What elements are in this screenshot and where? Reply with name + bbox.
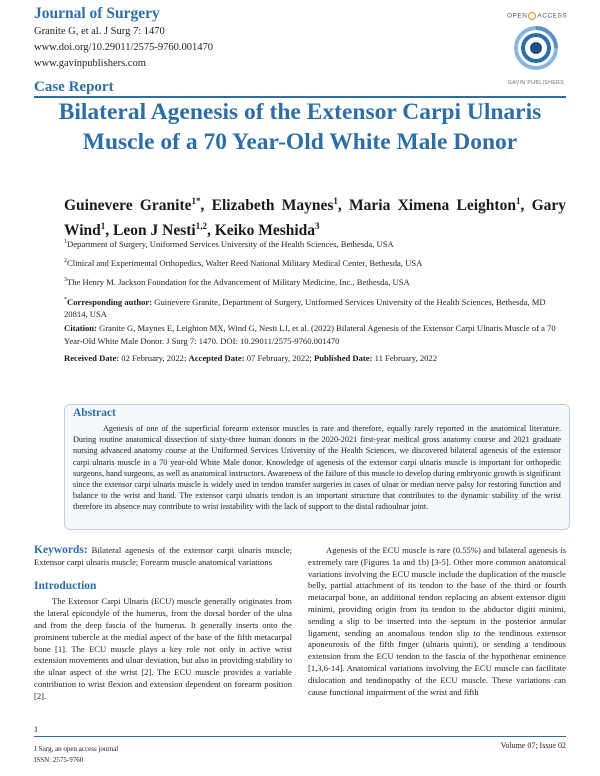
author-sup: 1 [515,196,521,206]
accepted-label: Accepted Date: [188,353,245,363]
corresponding-author [64,294,566,321]
author-name: Leon J Nesti [113,222,196,240]
author-sep: , [105,222,114,240]
publisher-logo-text: GAVIN PUBLISHERS [507,80,565,86]
affiliation [64,239,394,249]
corresponding-label: Corresponding author: [67,296,153,307]
author-sep: , [337,197,350,215]
author-sup: 1 [100,221,106,232]
citation-short: Granite G, et al. J Surg 7: 1470 [34,26,165,37]
author-name: Elizabeth Maynes [211,197,334,215]
doi-link[interactable]: www.doi.org/10.29011/2575-9760.001470 [34,42,213,53]
body-paragraph: Agenesis of the ECU muscle is rare (0.55%) and bilateral agenesis is extremely rare (Figures 1a and 1b) [3-5]. Other more common anatomical variations involving the ECU muscle include the duplication of the muscle belly, partial attachment of its tendon to the base of the third or fourth metacarpal bone, an additional tendon replacing an absent extensor digiti minimi, providing origin from its tendon to the abductor digiti minimi, sending a slip to be inserted into the septum in the posterior annular ligament, sending an anomalous tendon slip to the tendinous extensor aponeurosis of the fifth finger (ulnaris quinti), or sending a tendinous extension from the ECU tendon to the fascia of the hypothenar eminence [1,3,6-14]. Anatomical variations involving the ECU muscle can facilitate dislocation and tendinopathy of the ECU muscle. These variations can cause functional impairment of the wrist and fifth [308,545,566,697]
author-name: Guinevere Granite [64,197,192,215]
received-date: 02 February, 2022; [121,353,187,363]
corresponding-sup: * [64,297,67,303]
affiliation [64,258,422,268]
journal-title: Journal of Surgery [34,5,160,22]
affiliation [64,277,410,287]
left-column [34,545,292,703]
affiliation-text: Department of Surgery, Uniformed Services University of the Health Sciences, Bethesda, USA [67,239,394,249]
open-access-word-1: OPEN [507,12,528,20]
published-label: Published Date: [313,353,373,363]
received-label: Received Date: [64,353,120,363]
publisher-logo-icon [513,25,559,71]
introduction-heading: Introduction [34,579,97,592]
author-sep: , [520,197,532,215]
article-dates [64,352,566,365]
abstract-heading: Abstract [73,407,116,419]
author-sup: 1* [191,196,201,206]
citation-text: Granite G, Maynes E, Leighton MX, Wind G, Nesti LJ, et al. (2022) Bilateral Agenesis of the Extensor Carpi Ulnaris Muscle of a 70 Year-Old White Male Donor. J Surg 7: 1470. DOI: 10.29011/2575-9760.001470 [64,323,556,346]
page-number: 1 [34,725,38,734]
accepted-date: 07 February, 2022; [246,353,312,363]
website-link[interactable]: www.gavinpublishers.com [34,58,146,69]
footer-issn: ISSN: 2575-9760 [34,756,84,764]
volume-issue: Volume 07; Issue 02 [500,741,566,750]
author-sup: 1,2 [195,221,207,232]
author-name: Keiko Meshida [214,222,316,240]
article-type: Case Report [34,79,114,95]
footer-journal: J Surg, an open access journal [34,745,119,753]
affiliation-sup: 1 [64,239,67,246]
published-date: 11 February, 2022 [374,353,438,363]
author-sup: 3 [315,221,320,232]
abstract-box [64,404,570,530]
keywords-label: Keywords: [34,544,88,556]
affiliation-text: Clinical and Experimental Orthopedics, Walter Reed National Military Medical Center, Bethesda, USA [67,258,423,268]
footer-divider [34,736,566,737]
introduction-text: The Extensor Carpi Ulnaris (ECU) muscle generally originates from the lateral epicondyle of the humerus, from the dorsal border of the ulna and from the deep fascia of the humerus. It generally inserts onto the prominent tubercle at the medial aspect of the base of the fifth metacarpal bone [1]. The ECU muscle plays a key role not only in active wrist extension movements and ulnar deviation, but also in providing stability to the ulnar aspect of the wrist [2]. The ECU muscle provides a variable contribution to wrist flexion and extension dependent on forearm position [2]. [34,596,292,701]
open-lock-icon [528,12,536,20]
citation-block [64,322,566,347]
article-title: Bilateral Agenesis of the Extensor Carpi Ulnaris Muscle of a 70 Year-Old White Male Donor [58,99,542,155]
keywords [34,545,292,569]
author-sep: , [206,222,215,240]
author-sep: , [200,197,212,215]
open-access-word-2: ACCESS [537,12,568,20]
author-sup: 1 [333,196,338,206]
right-column [308,545,566,698]
abstract-text: Agenesis of one of the superficial forearm extensor muscles is rare and therefore, equally rarely reported in the anatomical literature. During routine anatomical dissection of sixty-three human donors in the 2020-2021 first-year medical gross anatomy course and 2021 graduate nursing advanced anatomy course at the Uniformed Services University of the Health Sciences, we discovered bilateral agenesis of the extensor carpi ulnaris muscle in a 70 year-old White Male donor. Knowledge of agenesis of the extensor carpi ulnaris muscle is important for orthopedic surgeons, hand surgeons, as well as anatomical instructors. Awareness of the failure of this muscle to develop during embryonic growth is significant since the extensor carpi ulnaris muscle is widely used in tendon transfer surgeries in cases of ulnar or median nerve palsy for restoring function and balance to the wrist and hand. The extensor carpi ulnaris tendon is an important structure that contributes to the dynamic stability of the wrist therefore its absence may contribute to wrist instability with the lack of support to the distal radioulnar joint. [73,424,561,512]
author-name: Maria Ximena Leighton [349,197,516,215]
corresponding-text: Guinevere Granite, Department of Surgery, Uniformed Services University of the Health Sciences, Bethesda, MD 20814, USA [64,296,546,320]
affiliation-sup: 2 [64,258,67,265]
affiliation-text: The Henry M. Jackson Foundation for the Advancement of Military Medicine, Inc., Bethesda, USA [67,277,410,287]
author-list [64,191,566,241]
keywords-text: Bilateral agenesis of the extensor carpi ulnaris muscle; Extensor carpi ulnaris muscle; Forearm muscle anatomical variations [34,545,292,567]
author-name: Gary Wind [64,197,566,240]
citation-label: Citation: [64,323,97,333]
open-access-badge [507,12,567,20]
affiliation-sup: 3 [64,277,67,284]
